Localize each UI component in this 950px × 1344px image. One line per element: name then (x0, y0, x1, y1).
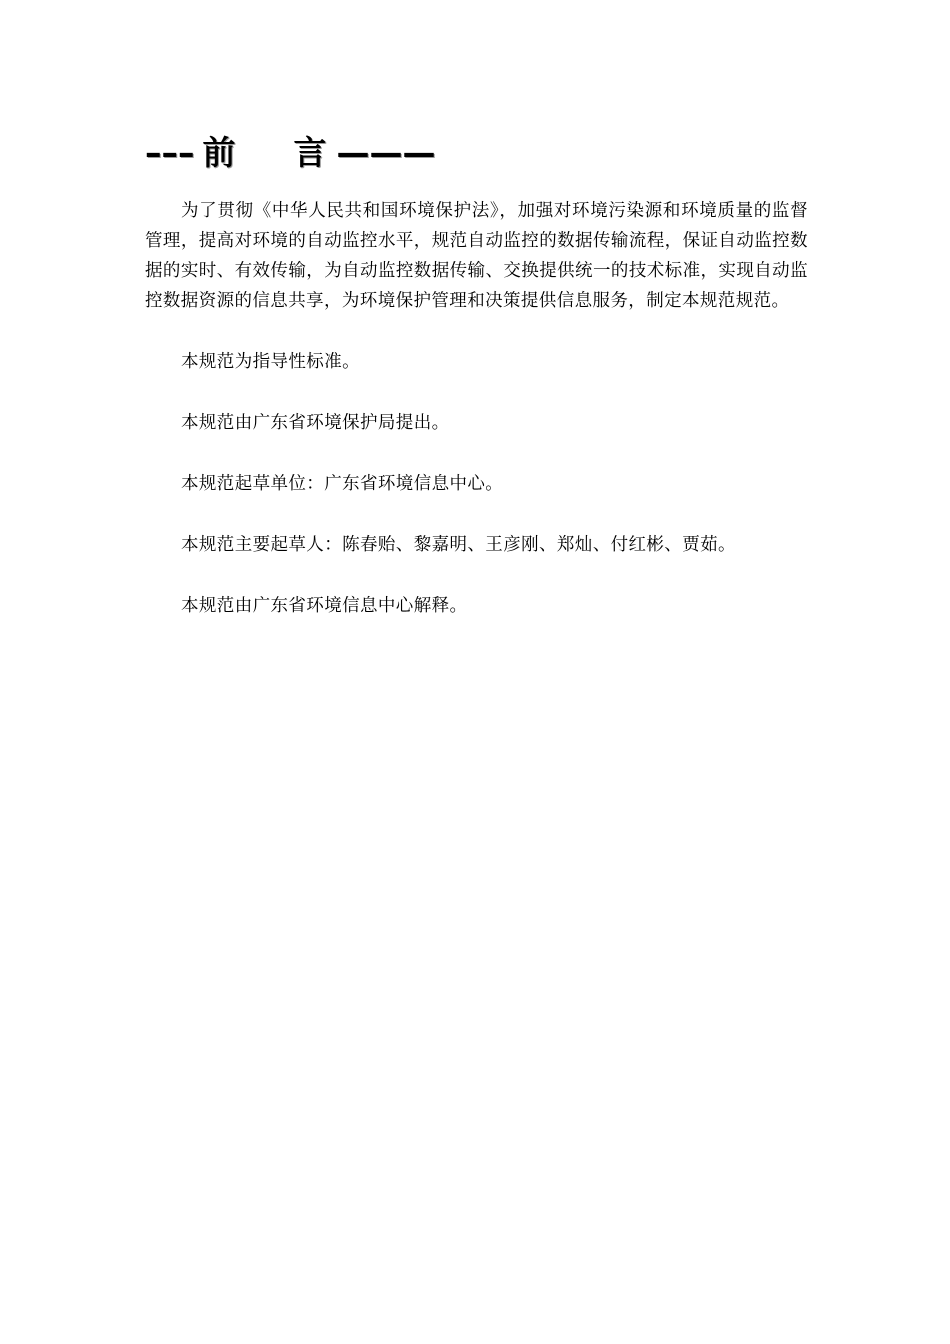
note-drafters: 本规范主要起草人：陈春贻、黎嘉明、王彦刚、郑灿、付红彬、贾茹。 (181, 535, 736, 555)
intro-paragraph: 为了贯彻《中华人民共和国环境保护法》，加强对环境污染源和环境质量的监督管理，提高对环境的自动监控水平，规范自动监控的数据传输流程，保证自动监控数据的实时、有效传输，为自动监控数据传输、交换提供统一的技术标准，实现自动监控数据资源的信息共享，为环境保护管理和决策提供信息服务，制定本规范规范。 (145, 201, 808, 311)
note-drafting-unit: 本规范起草单位：广东省环境信息中心。 (181, 474, 504, 494)
note-standard-type: 本规范为指导性标准。 (181, 352, 360, 372)
heading-dashes-right: ——— (336, 133, 436, 172)
heading-title-char-1: 前 (202, 133, 236, 172)
heading-dashes-left: ––– (145, 133, 195, 172)
preface-body (145, 196, 808, 621)
note-proposer: 本规范由广东省环境保护局提出。 (181, 413, 450, 433)
heading-title-char-2: 言 (293, 133, 327, 172)
note-interpretation: 本规范由广东省环境信息中心解释。 (181, 596, 468, 616)
preface-heading (145, 128, 565, 178)
